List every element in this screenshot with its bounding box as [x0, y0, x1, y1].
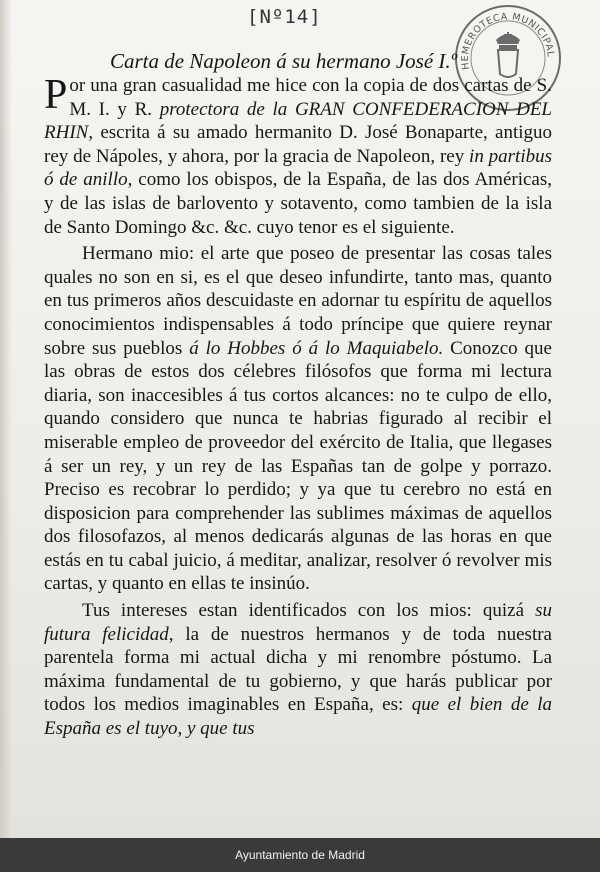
italic-text: in partibus ó de anillo [44, 145, 553, 191]
stamp-text: HEMEROTECA MUNICIPAL [459, 11, 556, 71]
paragraph [44, 599, 552, 741]
italic-text: á lo Hobbes ó á lo Maquiabelo. [189, 337, 444, 359]
text-segment: , escrita á su amado hermanito D. José Bonaparte, antiguo rey de Nápoles, y ahora, por la gracia de Napoleon, rey [44, 122, 552, 167]
footer-credit: Ayuntamiento de Madrid [0, 838, 600, 872]
italic-text: su futura felicidad [44, 600, 552, 645]
italic-text: protectora de la GRAN CONFEDERACION DEL RHIN [44, 98, 552, 144]
text-segment: Conozco que las obras de estos dos célebres filósofos que forma mi lectura diaria, son inaccesibles á tus cortos alcances: no te culpo de ello, quando considero que nunca te habrias figurado al recibir el miserable empleo de proveedor del exército de Italia, que llegases á ser un rey, y un rey de las Españas tan de golpe y porrazo. Preciso es recobrar lo perdido; y ya que tu cerebro no está en disposicion para comprehender las sublimes máximas de aquellos dos filosofazos, al menos dedicarás algunas de las horas en que estás en tu cabal juicio, á meditar, analizar, resolver ó revolver mis cartas, y quanto en ellas te insinúo. [44, 337, 552, 595]
paragraph [44, 242, 552, 596]
paragraph [44, 74, 552, 239]
drop-cap: P [44, 72, 68, 118]
text-segment: or una gran casualidad me hice con la copia de dos cartas de S. M. I. y R. [69, 75, 552, 120]
text-segment: , como los obispos, de la España, de las dos Américas, y de las islas de barlovento y sotavento, como tambien de la isla de Santo Domingo &c. &c. cuyo tenor es el siguiente. [44, 169, 552, 238]
italic-text: que el bien de la España es el tuyo, y que tus [44, 694, 552, 740]
text-segment: , la de nuestros hermanos y de toda nuestra parentela forma mi actual dicha y mi renombre póstumo. La máxima fundamental de tu gobierno, y que harás publicar por todos los medios imaginables en España, es: [44, 623, 552, 716]
letter-body [44, 74, 552, 741]
text-segment: Tus intereses estan identificados con los mios: quizá [82, 600, 536, 622]
shelf-mark: [Nº14] [247, 6, 322, 28]
letter-title: Carta de Napoleon á su hermano José I.º [110, 49, 458, 73]
text-segment: Hermano mio: el arte que poseo de presentar las cosas tales quales no son en si, es el que deseo infundirte, tanto mas, quanto en tus primeros años descuidaste en adornar tu espíritu de aquellos conocimientos indispensables á todo príncipe que quiere reynar sobre sus pueblos [44, 243, 552, 359]
